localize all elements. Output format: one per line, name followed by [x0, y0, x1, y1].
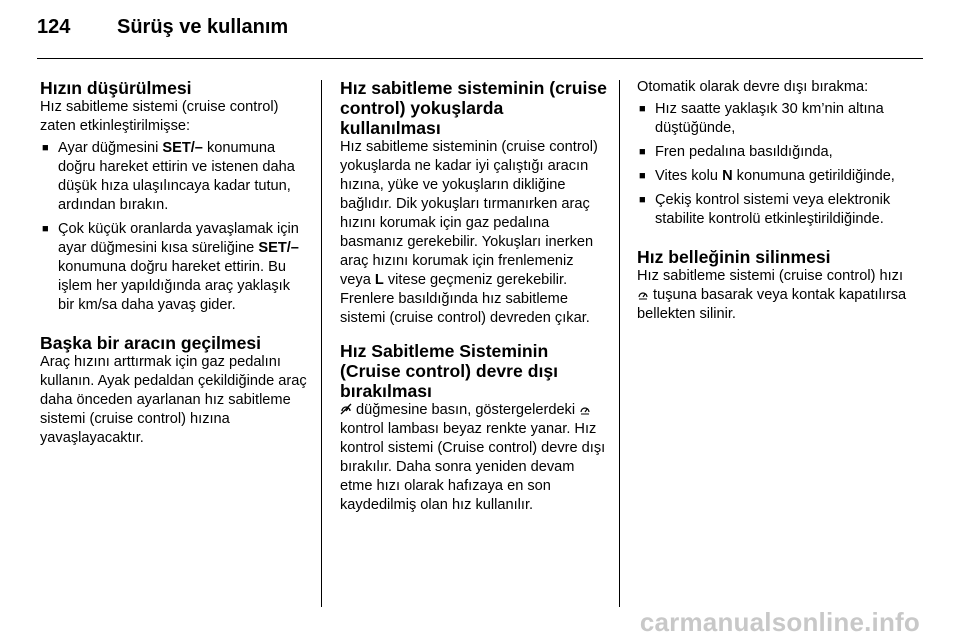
list-slowing — [40, 139, 308, 315]
heading-slowing: Hızın düşürülmesi — [40, 78, 192, 98]
list-item — [40, 220, 308, 315]
text: konumuna getirildiğinde, — [732, 168, 895, 184]
heading-deactivate: Hız Sabitleme Sisteminin (Cruise control) devre dışı bırakılması — [340, 341, 559, 401]
list-item — [40, 139, 308, 215]
heading-hills: Hız sabitleme sisteminin (cruise control) yokuşlarda kullanılması — [340, 78, 607, 138]
list-auto-deactivate — [637, 100, 907, 229]
text: Ayar düğmesini — [58, 140, 163, 156]
heading-overtaking: Başka bir aracın geçilmesi — [40, 333, 262, 353]
text-hills — [340, 138, 608, 328]
gear-l-label: L — [374, 272, 384, 288]
header-rule — [37, 58, 923, 59]
set-label: SET/– — [162, 140, 203, 156]
list-item: ■ Çekiş kontrol sistemi veya elektronik stabilite kontrolü etkinleştirildiğinde. — [637, 191, 907, 229]
column-2 — [340, 78, 608, 515]
text: Çok küçük oranlarda yavaşlamak için ayar düğmesini kısa süreliğine — [58, 221, 299, 256]
text: kontrol lambası beyaz renkte yanar. Hız kontrol sistemi (Cruise control) devre dışı bırakılır. Daha sonra yeniden devam etme hızı olarak hafızaya en son kaydedilmiş olan hız kullanılır. — [340, 421, 606, 513]
text-memory — [637, 267, 907, 324]
text-slowing-intro: Hız sabitleme sistemi (cruise control) zaten etkinleştirilmişse: — [40, 99, 279, 134]
list-item: ■ Hız saatte yaklaşık 30 km’nin altına düştüğünde, — [637, 100, 907, 138]
column-1 — [40, 78, 308, 448]
set-label: SET/– — [258, 240, 299, 256]
list-item: ■ Fren pedalına basıldığında, — [637, 143, 907, 162]
text-deactivate — [340, 401, 608, 515]
column-divider — [321, 80, 322, 607]
text: tuşuna basarak veya kontak kapatılırsa bellekten silinir. — [637, 287, 907, 322]
cruise-lamp-icon — [579, 403, 591, 415]
list-item — [637, 167, 907, 186]
text: Hız sabitleme sistemi (cruise control) hızı — [637, 268, 904, 284]
gear-n-label: N — [722, 168, 733, 184]
text: düğmesine basın, göstergelerdeki — [352, 402, 580, 418]
text: Vites kolu — [655, 168, 723, 184]
page-header — [37, 16, 288, 39]
watermark: carmanualsonline.info — [639, 607, 920, 637]
text: Hız sabitleme sisteminin (cruise control) yokuşlarda ne kadar iyi çalıştığı aracın hızına, yüke ve yokuşların dikliğine bağlıdır. Dik yokuşları tırmanırken araç hızını korumak için gaz pedalına basmanız gerekebilir. Yokuşları inerken araç hızını korumak için frenlemeniz veya — [340, 139, 598, 288]
text: vitese geçmeniz gerekebilir. Frenlere basıldığında hız sabitleme sistemi (cruise control) devreden çıkar. — [340, 272, 590, 326]
cruise-lamp-icon — [637, 288, 649, 300]
cruise-cancel-icon — [340, 403, 352, 415]
column-divider — [619, 80, 620, 607]
text: konumuna doğru hareket ettirin ve istenen daha düşük hıza ulaşılıncaya kadar tutun, ardından bırakın. — [58, 140, 295, 213]
column-3 — [637, 78, 907, 324]
text-auto-deactivate: Otomatik olarak devre dışı bırakma: — [637, 79, 869, 95]
text: konumuna doğru hareket ettirin. Bu işlem her yapıldığında araç yaklaşık bir km/sa daha yavaş gider. — [58, 259, 290, 313]
page-title: Sürüş ve kullanım — [117, 16, 289, 38]
heading-memory: Hız belleğinin silinmesi — [637, 247, 831, 267]
text-overtaking: Araç hızını arttırmak için gaz pedalını kullanın. Ayak pedaldan çekildiğinde araç daha önceden ayarlanan hız sabitleme sistemi (cruise control) hızına yavaşlayacaktır. — [40, 354, 307, 446]
page-number: 124 — [37, 16, 71, 38]
